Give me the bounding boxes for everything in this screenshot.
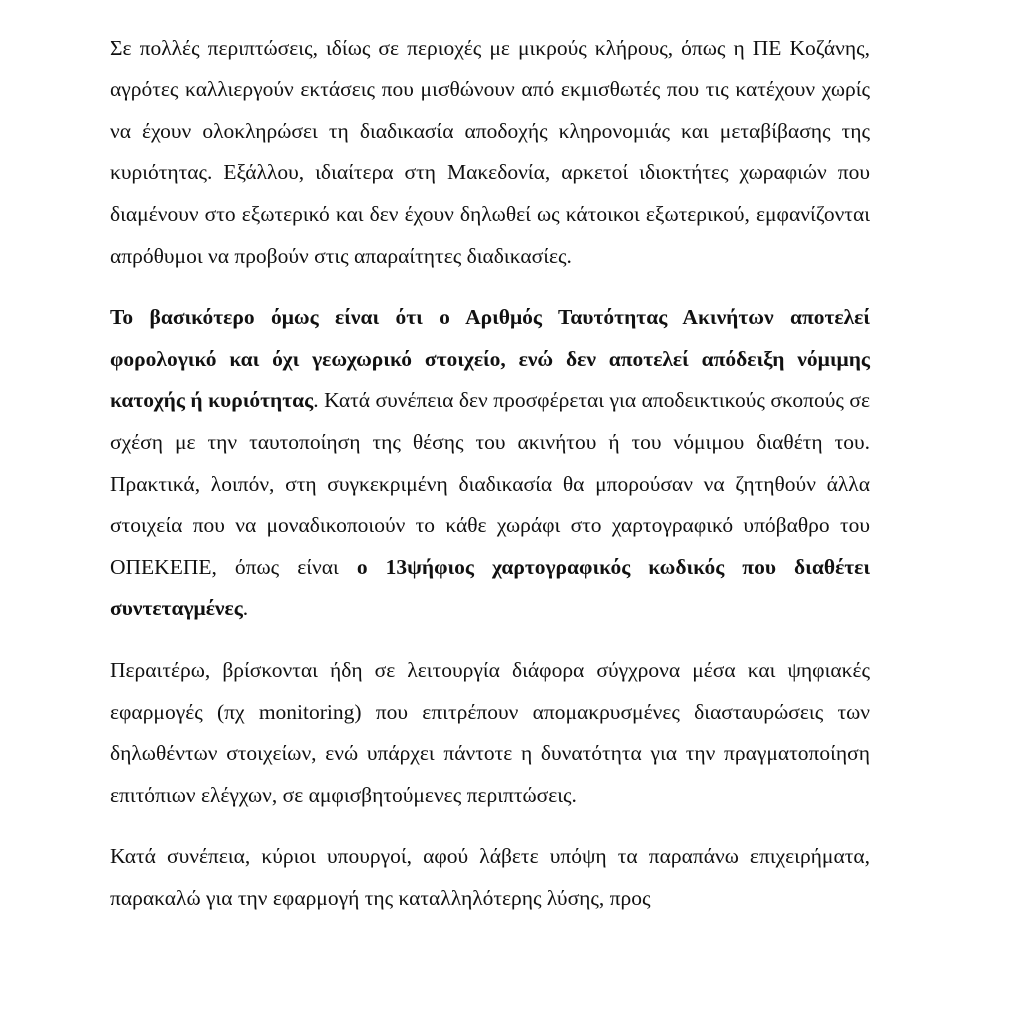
- paragraph-text: Σε πολλές περιπτώσεις, ιδίως σε περιοχές με μικρούς κλήρους, όπως η ΠΕ Κοζάνης, αγρότες καλλιεργούν εκτάσεις που μισθώνουν από εκμισθωτές που τις κατέχουν χωρίς να έχουν ολοκληρώσει τη διαδικασία αποδοχής κληρονομιάς και μεταβίβασης της κυριότητας. Εξάλλου, ιδιαίτερα στη Μακεδονία, αρκετοί ιδιοκτήτες χωραφιών που διαμένουν στο εξωτερικό και δεν έχουν δηλωθεί ως κάτοικοι εξωτερικού, εμφανίζονται απρόθυμοι να προβούν στις απαραίτητες διαδικασίες.: [110, 35, 870, 268]
- paragraph-text: . Κατά συνέπεια δεν προσφέρεται για αποδεικτικούς σκοπούς σε σχέση με την ταυτοποίηση της θέσης του ακινήτου ή του νόμιμου διαθέτη του. Πρακτικά, λοιπόν, στη συγκεκριμένη διαδικασία θα μπορούσαν να ζητηθούν άλλα στοιχεία που να μοναδικοποιούν το κάθε χωράφι στο χαρτογραφικό υπόβαθρο του ΟΠΕΚΕΠΕ, όπως είναι: [110, 388, 870, 579]
- document-body: [110, 0, 870, 939]
- paragraph-text: .: [242, 596, 249, 621]
- bold-emphasis-text: Το βασικότερο όμως είναι ότι ο Αριθμός Ταυτότητας Ακινήτων αποτελεί φορολογικό και όχι γεωχωρικό στοιχείο, ενώ δεν αποτελεί απόδειξη νόμιμης κατοχής ή κυριότητας: [110, 305, 870, 413]
- paragraph-atak-intro: [110, 0, 870, 8]
- paragraph-text: Περαιτέρω, βρίσκονται ήδη σε λειτουργία διάφορα σύγχρονα μέσα και ψηφιακές εφαρμογές (πχ monitoring) που επιτρέπουν απομακρυσμένες διασταυρώσεις των δηλωθέντων στοιχείων, ενώ υπάρχει πάντοτε η δυνατότητα για την πραγματοποίηση επιτόπιων ελέγχων, σε αμφισβητούμενες περιπτώσεις.: [110, 657, 870, 807]
- paragraph-monitoring: [110, 650, 870, 816]
- paragraph-atak-tax-element: [110, 297, 870, 630]
- bold-emphasis-text: ο 13ψήφιος χαρτογραφικός κωδικός που διαθέτει συντεταγμένες: [110, 554, 871, 621]
- paragraph-text: Κατά συνέπεια, κύριοι υπουργοί, αφού λάβετε υπόψη τα παραπάνω επιχειρήματα, παρακαλώ για την εφαρμογή της καταλληλότερης λύσης, προς: [110, 844, 870, 910]
- paragraph-conclusion: [110, 836, 870, 919]
- paragraph-small-plots: [110, 28, 870, 278]
